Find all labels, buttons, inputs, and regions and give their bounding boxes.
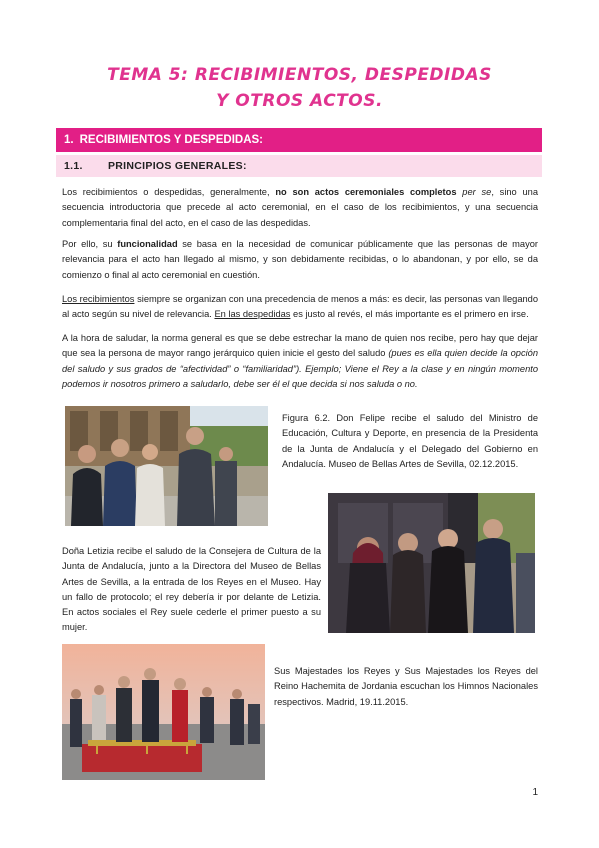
subsection-heading bbox=[56, 155, 542, 177]
underlined-text: En las despedidas bbox=[214, 309, 291, 320]
bold-text: funcionalidad bbox=[117, 239, 178, 249]
caption-figure-6-2: Figura 6.2. Don Felipe recibe el saludo del Ministro de Educación, Cultura y Deporte, en presencia de la Presidenta de la Junta de Andalucía y el Delegado del Gobierno en Andalucía. Museo de Bellas Artes de Sevilla, 02.12.2015. bbox=[282, 413, 538, 469]
text: se basa en la necesidad de comunicar públicamente que las personas de mayor relevancia para el acto han llegado al mismo, y son debidamente recibidas, o lo abandonan, y por ello, se da comienzo o final al acto ceremonial en cuestión. bbox=[62, 239, 539, 280]
title-line-1: TEMA 5: RECIBIMIENTOS, DESPEDIDAS bbox=[107, 65, 492, 85]
text: A la hora de saludar, la norma general es que se debe estrechar la mano de quien nos recibe, pero hay que dejar que sea la persona de mayor rango jerárquico quien inicie el gesto del saludo bbox=[62, 333, 538, 359]
italic-text: (pues es ella quien decide la opción del saludo y sus grados de “afectividad” o “familiaridad”). Ejemplo; Viene el Rey a la clase y en ningún momento podemos ir nosotros primero a saludarlo, debe ser él el que decida si nos saluda o no. bbox=[62, 348, 539, 389]
paragraph-4 bbox=[62, 331, 538, 392]
section-number: 1. bbox=[64, 134, 74, 146]
text: es justo al revés, el más importante es el primero en irse. bbox=[290, 309, 529, 320]
photo-national-anthems bbox=[62, 644, 265, 780]
text: Los recibimientos o despedidas, generalmente, bbox=[62, 187, 276, 197]
text: Por ello, su bbox=[62, 239, 118, 249]
subsection-number: 1.1. bbox=[64, 160, 83, 172]
paragraph-1 bbox=[62, 185, 538, 231]
page-title bbox=[0, 62, 599, 114]
text: , sino una secuencia introductoria que precede al acto ceremonial, en el caso de los recibimientos, y una secuencia complementaria final del acto, en el caso de las despedidas. bbox=[62, 187, 539, 228]
underlined-text: Los recibimientos bbox=[62, 294, 135, 304]
photo-letizia-greeting bbox=[328, 493, 535, 633]
italic-text: per se bbox=[462, 187, 492, 197]
text: siempre se organizan con una precedencia de menos a más: es decir, las personas van llegando al acto según su nivel de relevancia. bbox=[62, 294, 538, 320]
section-label: RECIBIMIENTOS Y DESPEDIDAS: bbox=[79, 134, 263, 146]
section-heading bbox=[56, 128, 542, 152]
photo-king-greeting-minister bbox=[65, 406, 268, 526]
subsection-label: PRINCIPIOS GENERALES: bbox=[108, 160, 247, 172]
caption-national-anthems: Sus Majestades los Reyes y Sus Majestades los Reyes del Reino Hachemita de Jordania escuchan los Himnos Nacionales respectivos. Madrid, 19.11.2015. bbox=[274, 666, 538, 707]
page-number: 1 bbox=[532, 787, 538, 798]
title-line-2: Y OTROS ACTOS. bbox=[216, 91, 383, 111]
paragraph-2 bbox=[62, 237, 538, 283]
bold-text: no son actos ceremoniales completos bbox=[275, 187, 457, 197]
paragraph-3 bbox=[62, 292, 538, 323]
caption-letizia: Doña Letizia recibe el saludo de la Consejera de Cultura de la Junta de Andalucía, junto a la Directora del Museo de Bellas Artes de Sevilla, a la entrada de los Reyes en el Museo. Hay un fallo de protocolo; el rey debería ir por delante de Letizia. En actos sociales el Rey suele cederle el primer puesto a su mujer. bbox=[62, 546, 321, 633]
